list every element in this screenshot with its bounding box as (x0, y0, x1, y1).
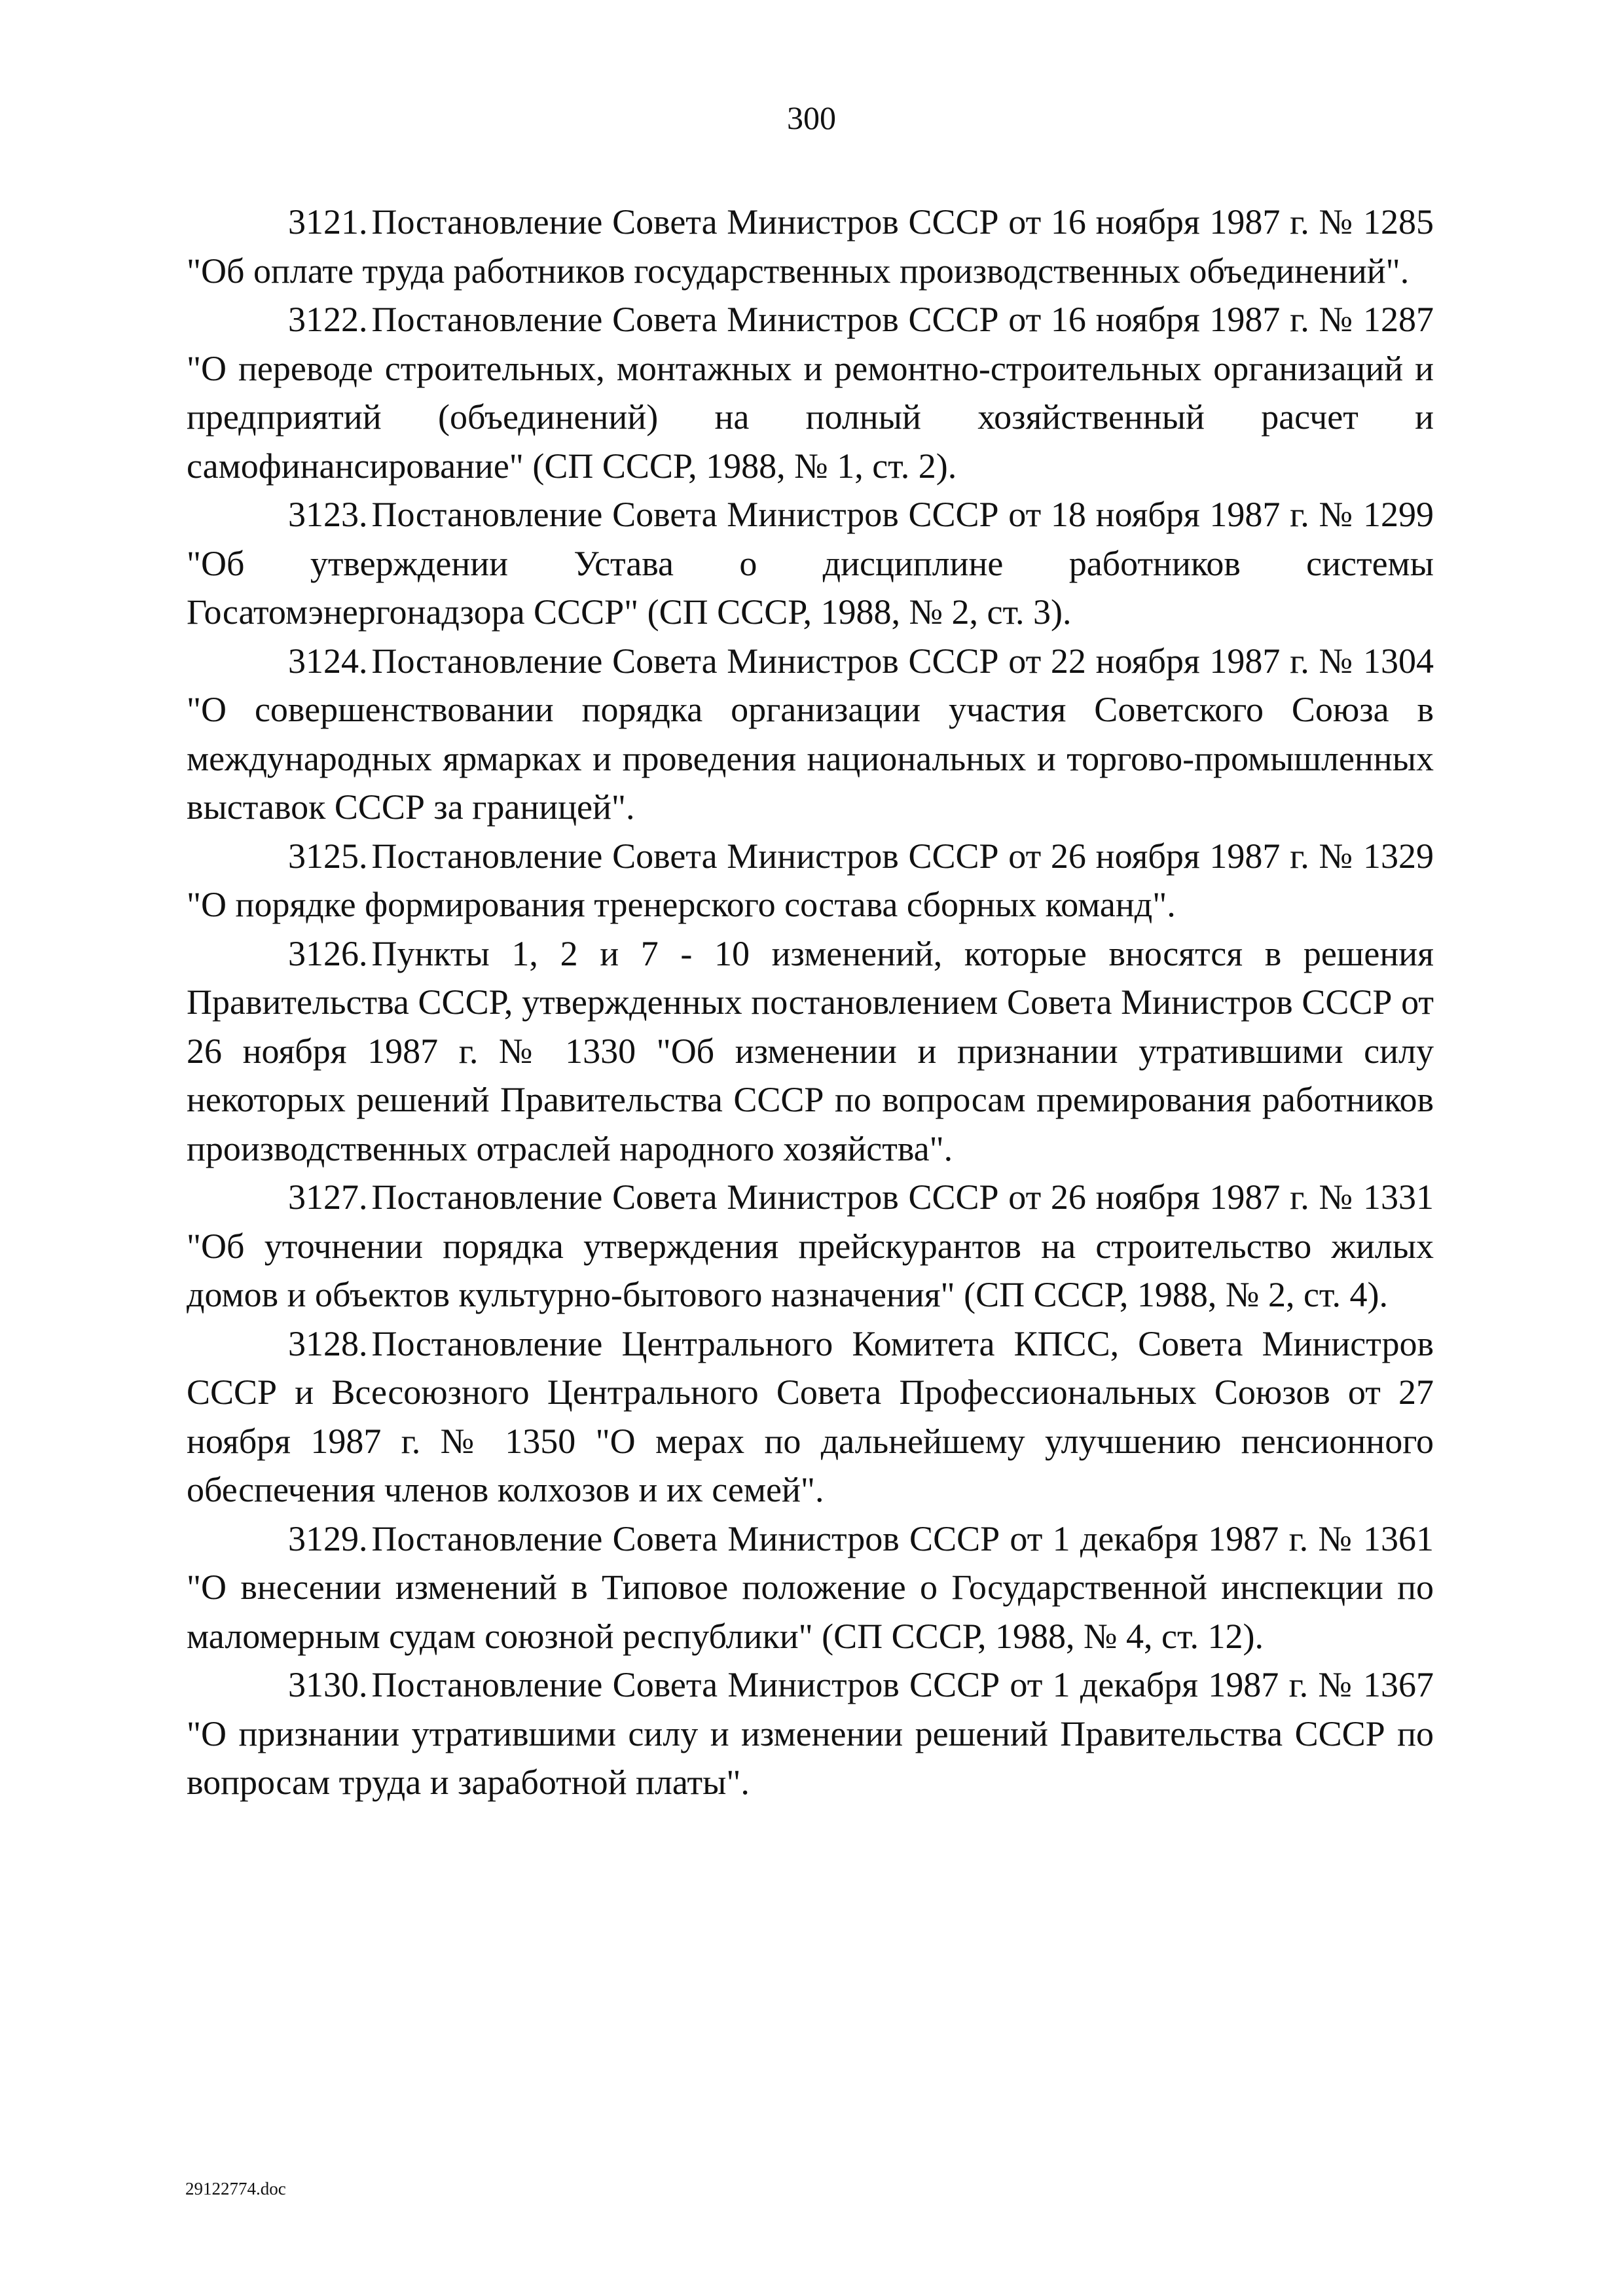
entry-number: 3124. (288, 641, 368, 681)
entry-text: Постановление Совета Министров СССР от 1 декабря 1987 г. № 1361 "О внесении изменений в Типовое положение о Государственной инспекции по маломерным судам союзной республики" (СП СССР, 1988, № 4, ст. 12). (187, 1518, 1434, 1656)
entry-text: Постановление Совета Министров СССР от 18 ноября 1987 г. № 1299 "Об утверждении Устава о дисциплине работников системы Госатомэнергонадзора СССР" (СП СССР, 1988, № 2, ст. 3). (187, 495, 1434, 632)
list-item (187, 1660, 1434, 1807)
entry-text: Постановление Совета Министров СССР от 1 декабря 1987 г. № 1367 "О признании утратившими силу и изменении решений Правительства СССР по вопросам труда и заработной платы". (187, 1665, 1434, 1802)
entry-number: 3129. (288, 1518, 368, 1558)
entry-text: Постановление Совета Министров СССР от 26 ноября 1987 г. № 1331 "Об уточнении порядка утверждения прейскурантов на строительство жилых домов и объектов культурно-бытового назначения" (СП СССР, 1988, № 2, ст. 4). (187, 1177, 1434, 1314)
entry-number: 3127. (288, 1177, 368, 1217)
list-item (187, 1319, 1434, 1515)
list-item (187, 295, 1434, 490)
entry-number: 3128. (288, 1323, 368, 1363)
entry-text: Постановление Совета Министров СССР от 16 ноября 1987 г. № 1287 "О переводе строительных, монтажных и ремонтно-строительных организаций и предприятий (объединений) на полный хозяйственный расчет и самофинансирование" (СП СССР, 1988, № 1, ст. 2). (187, 300, 1434, 486)
list-item (187, 832, 1434, 929)
document-id: 29122774.doc (185, 2179, 286, 2198)
entry-text: Постановление Совета Министров СССР от 16 ноября 1987 г. № 1285 "Об оплате труда работников государственных производственных объединений". (187, 202, 1434, 291)
entry-text: Постановление Совета Министров СССР от 22 ноября 1987 г. № 1304 "О совершенствовании порядка организации участия Советского Союза в международных ярмарках и проведения национальных и торгово-промышленных выставок СССР за границей". (187, 641, 1434, 827)
list-item (187, 929, 1434, 1174)
list-item (187, 637, 1434, 832)
entry-number: 3125. (288, 836, 368, 876)
entry-number: 3122. (288, 300, 368, 339)
list-item (187, 1515, 1434, 1661)
page-number: 300 (787, 99, 836, 136)
entry-number: 3121. (288, 202, 368, 242)
list-item (187, 1173, 1434, 1319)
entry-text: Постановление Центрального Комитета КПСС, Совета Министров СССР и Всесоюзного Центрального Совета Профессиональных Союзов от 27 ноября 1987 г. № 1350 "О мерах по дальнейшему улучшению пенсионного обеспечения членов колхозов и их семей". (187, 1323, 1434, 1509)
entry-number: 3130. (288, 1665, 368, 1704)
entry-number: 3123. (288, 495, 368, 534)
entry-number: 3126. (288, 933, 368, 973)
entry-text: Пункты 1, 2 и 7 - 10 изменений, которые вносятся в решения Правительства СССР, утвержденных постановлением Совета Министров СССР от 26 ноября 1987 г. № 1330 "Об изменении и признании утратившими силу некоторых решений Правительства СССР по вопросам премирования работников производственных отраслей народного хозяйства". (187, 933, 1434, 1168)
list-item (187, 198, 1434, 295)
entry-text: Постановление Совета Министров СССР от 26 ноября 1987 г. № 1329 "О порядке формирования тренерского состава сборных команд". (187, 836, 1434, 924)
entries-list (187, 198, 1434, 1807)
list-item (187, 490, 1434, 637)
